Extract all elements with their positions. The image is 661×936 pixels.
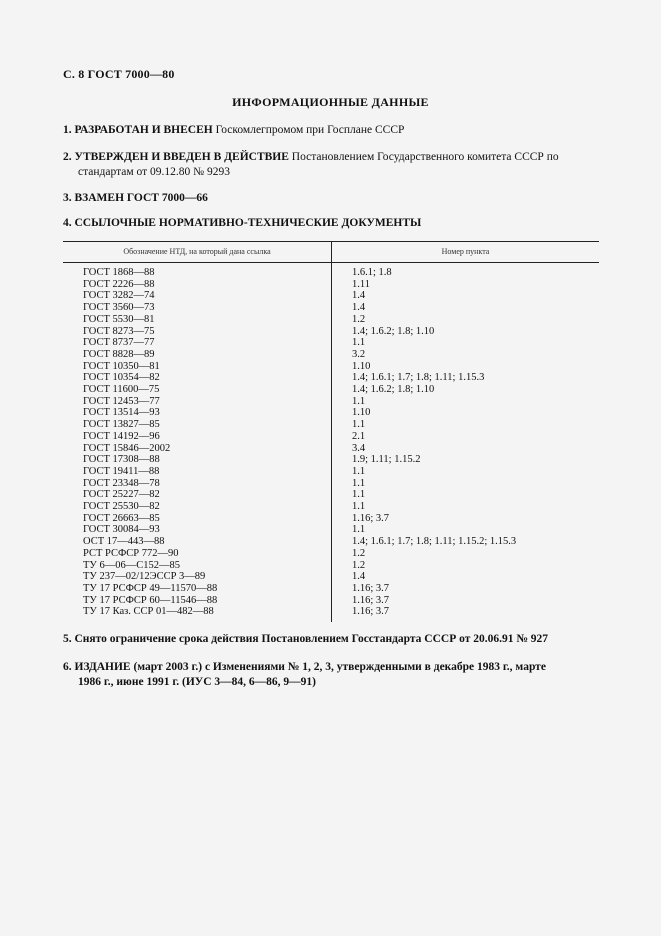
item-heading: ВЗАМЕН ГОСТ 7000—66 — [74, 192, 208, 204]
clause-number-cell: 1.9; 1.11; 1.15.2 — [352, 454, 421, 466]
document-designation-cell: ГОСТ 10354—82 — [63, 372, 332, 384]
table-row — [63, 583, 599, 595]
item-number: 4. — [63, 217, 72, 229]
item-number: 1. — [63, 124, 72, 136]
table-row — [63, 501, 599, 513]
document-designation-cell: ТУ 6—06—С152—85 — [63, 560, 332, 572]
clause-number-cell: 2.1 — [352, 430, 366, 442]
table-row — [63, 361, 599, 373]
document-designation-cell: ГОСТ 10350—81 — [63, 361, 332, 373]
clause-number-cell: 1.2 — [352, 559, 366, 571]
clause-number-cell: 1.16; 3.7 — [352, 594, 390, 606]
document-designation-cell: ГОСТ 3560—73 — [63, 302, 332, 314]
item-text: Постановлением Государственного комитета СССР по — [291, 151, 559, 163]
table-row — [63, 290, 599, 302]
clause-number-cell: 1.1 — [352, 477, 366, 489]
item-text: (март 2003 г.) с Изменениями № 1, 2, 3, утвержденными в декабре 1983 г., марте — [133, 661, 546, 673]
table-row — [63, 407, 599, 419]
item-heading: ССЫЛОЧНЫЕ НОРМАТИВНО-ТЕХНИЧЕСКИЕ ДОКУМЕНТЫ — [74, 217, 422, 229]
column-header-document: Обозначение НТД, на который дана ссылка — [63, 242, 332, 263]
item-heading: УТВЕРЖДЕН И ВВЕДЕН В ДЕЙСТВИЕ — [74, 151, 289, 163]
clause-number-cell: 1.16; 3.7 — [352, 582, 390, 594]
document-designation-cell: ГОСТ 25530—82 — [63, 501, 332, 513]
document-designation-cell: ТУ 17 РСФСР 49—11570—88 — [63, 583, 332, 595]
clause-number-cell: 1.4; 1.6.1; 1.7; 1.8; 1.11; 1.15.3 — [352, 372, 485, 384]
clause-number-cell: 3.2 — [352, 348, 366, 360]
page-header: С. 8 ГОСТ 7000—80 — [63, 67, 175, 81]
document-designation-cell: ГОСТ 13827—85 — [63, 419, 332, 431]
clause-number-cell: 1.10 — [352, 407, 371, 419]
table-row — [63, 279, 599, 291]
clause-number-cell: 1.1 — [352, 395, 366, 407]
document-designation-cell: ГОСТ 8737—77 — [63, 337, 332, 349]
document-designation-cell: ГОСТ 30084—93 — [63, 524, 332, 536]
table-row — [63, 606, 599, 622]
clause-number-cell: 3.4 — [352, 442, 366, 454]
table-row — [63, 384, 599, 396]
column-header-clause: Номер пункта — [332, 242, 600, 263]
table-row — [63, 560, 599, 572]
table-row — [63, 571, 599, 583]
table-row — [63, 337, 599, 349]
clause-number-cell: 1.4; 1.6.1; 1.7; 1.8; 1.11; 1.15.2; 1.15.3 — [352, 536, 517, 548]
table-row — [63, 524, 599, 536]
info-item-2 — [63, 150, 605, 180]
item-heading: ИЗДАНИЕ — [74, 661, 131, 673]
document-designation-cell: ГОСТ 17308—88 — [63, 454, 332, 466]
clause-number-cell: 1.1 — [352, 489, 366, 501]
table-row — [63, 302, 599, 314]
clause-number-cell: 1.1 — [352, 501, 366, 513]
item-text-continuation: 1986 г., июне 1991 г. (ИУС 3—84, 6—86, 9—91) — [78, 676, 316, 688]
document-designation-cell: ГОСТ 12453—77 — [63, 396, 332, 408]
item-number: 3. — [63, 192, 72, 204]
table-header-row — [63, 242, 599, 263]
table-row — [63, 595, 599, 607]
document-designation-cell: ГОСТ 8828—89 — [63, 349, 332, 361]
document-designation-cell: ГОСТ 11600—75 — [63, 384, 332, 396]
table-row — [63, 349, 599, 361]
table-row — [63, 396, 599, 408]
table-row — [63, 314, 599, 326]
document-designation-cell: ГОСТ 14192—96 — [63, 431, 332, 443]
clause-number-cell: 1.4 — [352, 290, 366, 302]
clause-number-cell: 1.6.1; 1.8 — [352, 267, 392, 278]
clause-number-cell: 1.10 — [352, 360, 371, 372]
table-row — [63, 478, 599, 490]
clause-number-cell: 1.4 — [352, 302, 366, 314]
document-designation-cell: ГОСТ 2226—88 — [63, 279, 332, 291]
table-row — [63, 466, 599, 478]
item-text: Госкомлегпромом при Госплане СССР — [215, 124, 405, 136]
document-designation-cell: ТУ 17 Каз. ССР 01—482—88 — [63, 606, 332, 622]
clause-number-cell: 1.16; 3.7 — [352, 512, 390, 524]
item-number: 2. — [63, 151, 72, 163]
document-designation-cell: ГОСТ 13514—93 — [63, 407, 332, 419]
info-item-5 — [63, 632, 605, 647]
document-designation-cell: ГОСТ 8273—75 — [63, 326, 332, 338]
item-text-continuation: стандартам от 09.12.80 № 9293 — [78, 166, 230, 178]
info-item-4 — [63, 216, 605, 231]
document-designation-cell: ГОСТ 3282—74 — [63, 290, 332, 302]
document-designation-cell: ГОСТ 19411—88 — [63, 466, 332, 478]
clause-number-cell: 1.2 — [352, 547, 366, 559]
item-text: Снято ограничение срока действия Постановлением Госстандарта СССР от 20.06.91 № 927 — [74, 633, 549, 645]
item-number: 6. — [63, 661, 72, 673]
clause-number-cell: 1.4 — [352, 571, 366, 583]
info-item-1 — [63, 123, 605, 138]
clause-number-cell: 1.1 — [352, 465, 366, 477]
table-row — [63, 372, 599, 384]
document-designation-cell: ГОСТ 25227—82 — [63, 489, 332, 501]
table-row — [63, 489, 599, 501]
table-row — [63, 326, 599, 338]
table-row — [63, 548, 599, 560]
section-title: ИНФОРМАЦИОННЫЕ ДАННЫЕ — [232, 95, 429, 109]
item-number: 5. — [63, 633, 72, 645]
clause-number-cell: 1.1 — [352, 524, 366, 536]
document-designation-cell: ГОСТ 15846—2002 — [63, 443, 332, 455]
table-row — [63, 536, 599, 548]
item-heading: РАЗРАБОТАН И ВНЕСЕН — [74, 124, 213, 136]
clause-number-cell: 1.11 — [352, 278, 370, 290]
document-designation-cell: ТУ 17 РСФСР 60—11546—88 — [63, 595, 332, 607]
document-designation-cell: ОСТ 17—443—88 — [63, 536, 332, 548]
clause-number-cell: 1.4; 1.6.2; 1.8; 1.10 — [352, 325, 435, 337]
clause-number-cell: 1.1 — [352, 419, 366, 431]
document-designation-cell: ГОСТ 5530—81 — [63, 314, 332, 326]
reference-documents-table — [63, 241, 599, 622]
clause-number-cell: 1.16; 3.7 — [352, 606, 390, 618]
table-row — [63, 454, 599, 466]
table-row — [63, 263, 599, 279]
clause-number-cell: 1.2 — [352, 313, 366, 325]
table-row — [63, 419, 599, 431]
clause-number-cell: 1.1 — [352, 337, 366, 349]
clause-number-cell: 1.4; 1.6.2; 1.8; 1.10 — [352, 384, 435, 396]
table-row — [63, 443, 599, 455]
info-item-6 — [63, 660, 605, 690]
document-designation-cell: РСТ РСФСР 772—90 — [63, 548, 332, 560]
table-row — [63, 431, 599, 443]
document-designation-cell: ТУ 237—02/12ЭССР 3—89 — [63, 571, 332, 583]
document-designation-cell: ГОСТ 23348—78 — [63, 478, 332, 490]
document-designation-cell: ГОСТ 1868—88 — [63, 263, 332, 279]
info-item-3 — [63, 191, 605, 206]
document-designation-cell: ГОСТ 26663—85 — [63, 513, 332, 525]
table-row — [63, 513, 599, 525]
